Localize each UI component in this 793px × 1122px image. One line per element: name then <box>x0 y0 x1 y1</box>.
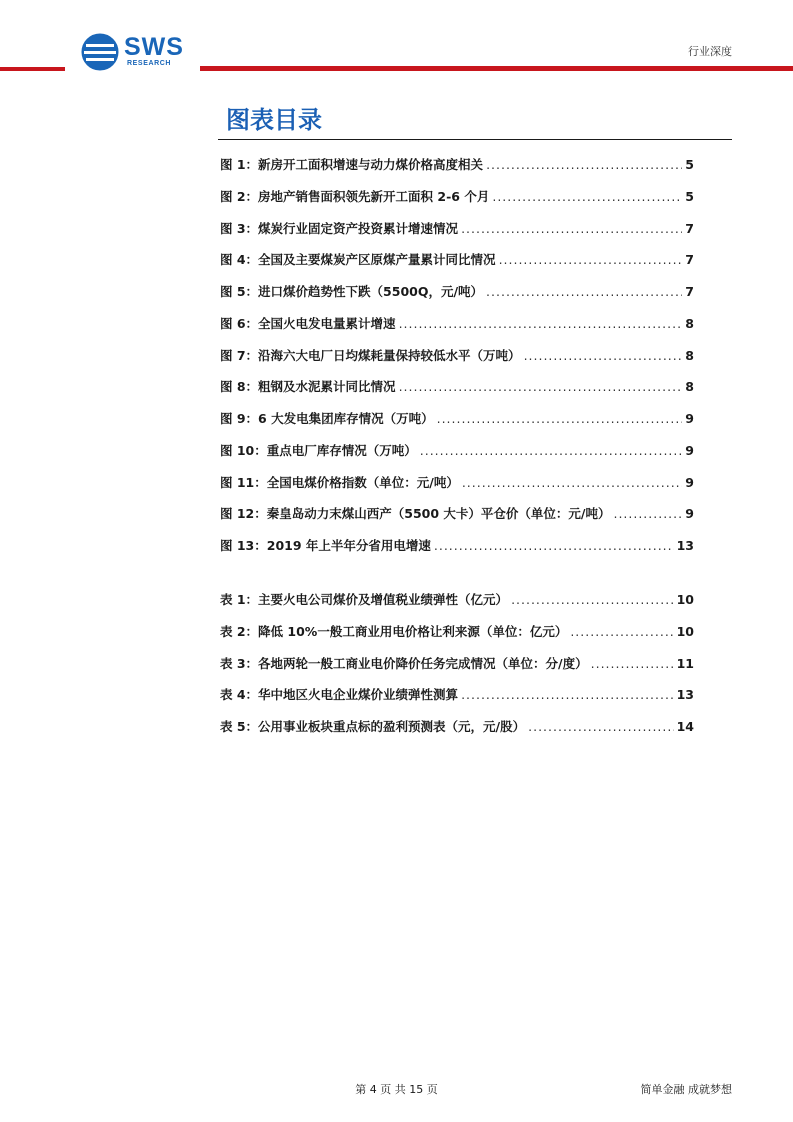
toc-entry-page: 7 <box>685 220 694 236</box>
toc-entry-label: 图 1：新房开工面积增速与动力煤价格高度相关 <box>220 157 484 172</box>
toc-entry[interactable] <box>220 717 694 749</box>
toc-entry[interactable] <box>220 654 694 686</box>
toc-entry[interactable] <box>220 473 694 505</box>
dot-leader <box>399 377 683 397</box>
toc-entry[interactable] <box>220 536 694 568</box>
dot-leader <box>462 473 682 493</box>
toc-entry-label: 图 9：6 大发电集团库存情况（万吨） <box>220 411 434 426</box>
dot-leader <box>492 187 682 207</box>
sws-globe-icon <box>80 32 120 72</box>
toc-entry-page: 10 <box>676 623 694 639</box>
toc-entry[interactable] <box>220 187 694 219</box>
dot-leader <box>524 346 683 366</box>
toc-entry-label: 表 1：主要火电公司煤价及增值税业绩弹性（亿元） <box>220 592 509 607</box>
toc-entry-label: 图 7：沿海六大电厂日均煤耗量保持较低水平（万吨） <box>220 347 521 363</box>
toc-entry[interactable] <box>220 282 694 314</box>
dot-leader <box>591 654 674 674</box>
figure-list <box>220 155 694 568</box>
toc-entry-label: 图 4：全国及主要煤炭产区原煤产量累计同比情况 <box>220 252 496 268</box>
toc-entry-label: 表 5：公用事业板块重点标的盈利预测表（元，元/股） <box>220 719 526 734</box>
toc-entry[interactable] <box>220 314 694 346</box>
table-list <box>220 590 694 749</box>
toc-entry[interactable] <box>220 346 694 378</box>
toc-entry-label: 表 3：各地两轮一般工商业电价降价任务完成情况（单位：分/度） <box>220 655 588 671</box>
toc-entry-page: 9 <box>685 411 694 426</box>
toc-entry-label: 图 5：进口煤价趋势性下跌（5500Q，元/吨） <box>220 284 484 299</box>
dot-leader <box>528 717 673 737</box>
toc-entry-label: 表 4：华中地区火电企业煤价业绩弹性测算 <box>220 687 459 703</box>
brand-name: SWS <box>124 33 184 61</box>
toc-entry[interactable] <box>220 622 694 654</box>
toc-entry-page: 10 <box>676 592 694 607</box>
toc-entry-page: 14 <box>676 719 694 734</box>
toc-entry-label: 图 8：粗钢及水泥累计同比情况 <box>220 379 396 395</box>
toc-entry-page: 7 <box>685 284 694 299</box>
toc-entry[interactable] <box>220 441 694 473</box>
dot-leader <box>461 685 674 705</box>
dot-leader <box>499 250 683 270</box>
toc-entry-label: 图 10：重点电厂库存情况（万吨） <box>220 442 417 458</box>
dot-leader <box>613 504 682 524</box>
toc-entry[interactable] <box>220 409 694 441</box>
report-type-tag: 行业深度 <box>688 45 732 58</box>
toc-entry[interactable] <box>220 250 694 282</box>
toc-entry-page: 9 <box>685 442 694 458</box>
toc-entry-page: 13 <box>676 687 694 703</box>
toc-entry-page: 9 <box>685 474 694 490</box>
toc-entry-page: 11 <box>676 655 694 671</box>
footer-slogan: 简单金融 成就梦想 <box>640 1083 732 1096</box>
toc-entry[interactable] <box>220 155 694 187</box>
toc-title: 图表目录 <box>226 106 322 134</box>
dot-leader <box>399 314 683 334</box>
toc-entry[interactable] <box>220 685 694 717</box>
toc-entry-page: 5 <box>685 188 694 204</box>
brand-logo <box>80 32 210 72</box>
toc-entry-label: 表 2：降低 10%一般工商业用电价格让利来源（单位：亿元） <box>220 623 568 639</box>
dot-leader <box>511 590 674 610</box>
toc-entry-label: 图 3：煤炭行业固定资产投资累计增速情况 <box>220 220 459 236</box>
toc-entry-page: 8 <box>685 315 694 331</box>
toc-entry[interactable] <box>220 590 694 622</box>
toc-entry-label: 图 11：全国电煤价格指数（单位：元/吨） <box>220 474 459 490</box>
toc-entry-label: 图 12：秦皇岛动力末煤山西产（5500 大卡）平仓价（单位：元/吨） <box>220 506 611 522</box>
page-indicator: 第 4 页 共 15 页 <box>355 1083 438 1096</box>
toc-entry[interactable] <box>220 504 694 536</box>
toc-entry-page: 9 <box>685 506 694 522</box>
dot-leader <box>420 441 683 461</box>
toc-entry-label: 图 2：房地产销售面积领先新开工面积 2-6 个月 <box>220 188 490 204</box>
dot-leader <box>437 409 683 429</box>
toc-entry-label: 图 13：2019 年上半年分省用电增速 <box>220 538 431 553</box>
header-rule-left <box>0 67 65 71</box>
dot-leader <box>486 282 682 302</box>
toc-entry-page: 8 <box>685 379 694 395</box>
header-rule-right <box>200 66 793 71</box>
toc-entry[interactable] <box>220 219 694 251</box>
toc-entry-page: 7 <box>685 252 694 268</box>
toc-entry[interactable] <box>220 377 694 409</box>
title-divider <box>218 139 732 140</box>
dot-leader <box>434 536 674 556</box>
brand-subtitle: RESEARCH <box>127 60 172 67</box>
dot-leader <box>486 155 682 175</box>
dot-leader <box>570 622 673 642</box>
toc-entry-page: 5 <box>685 157 694 172</box>
toc-entry-page: 13 <box>676 538 694 553</box>
toc-entry-page: 8 <box>685 347 694 363</box>
toc-entry-label: 图 6：全国火电发电量累计增速 <box>220 315 396 331</box>
dot-leader <box>461 219 682 239</box>
